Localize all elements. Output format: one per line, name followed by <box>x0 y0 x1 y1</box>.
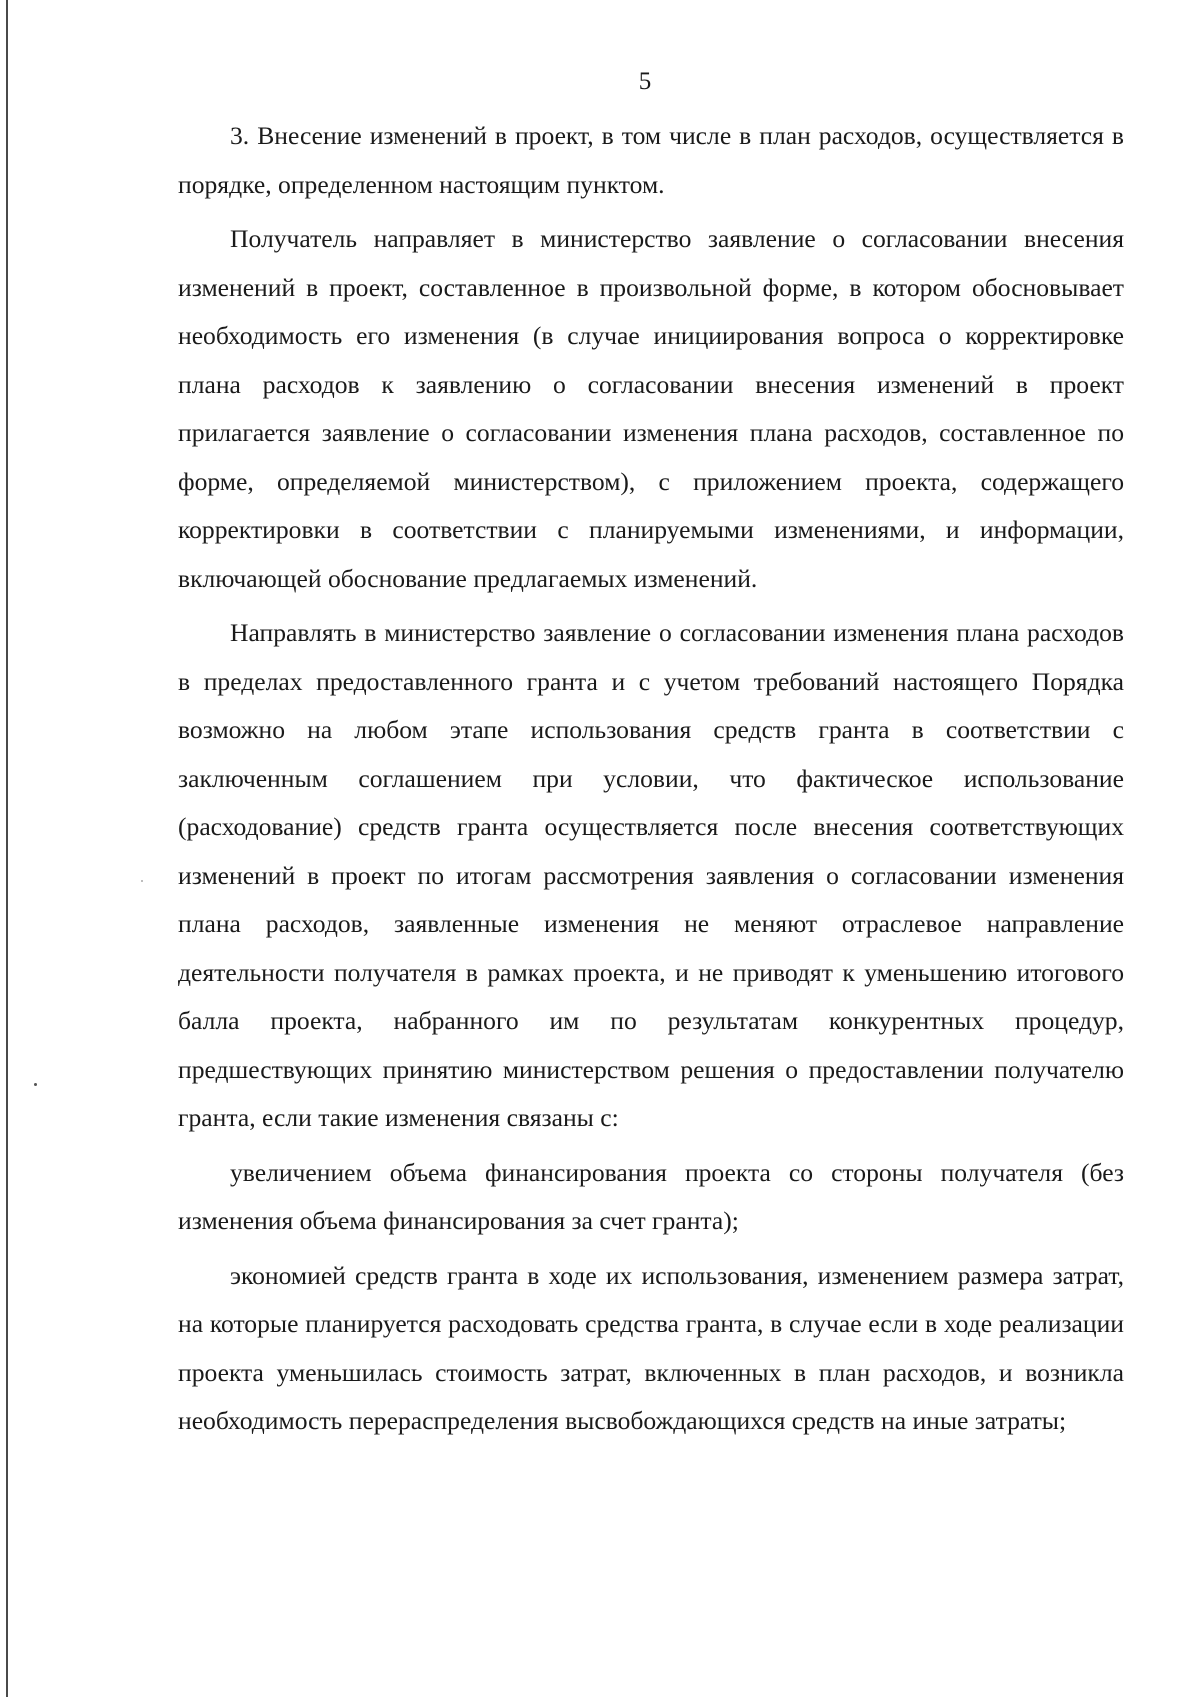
scan-speck <box>141 880 143 882</box>
paragraph-application-procedure: Получатель направляет в министерство заявление о согласовании внесения изменений в проект, составленное в произвольной форме, в котором обосновывает необходимость его изменения (в случае инициирования вопроса о корректировке плана расходов к заявлению о согласовании внесения изменений в проект прилагается заявление о согласовании изменения плана расходов, составленное по форме, определяемой министерством), с приложением проекта, содержащего корректировки в соответствии с планируемыми изменениями, и информации, включающей обоснование предлагаемых изменений. <box>178 224 1124 593</box>
paragraph-condition-funding-increase: увеличением объема финансирования проекта со стороны получателя (без изменения объема финансирования за счет гранта); <box>178 1157 1124 1235</box>
scan-speck <box>34 1083 37 1086</box>
paragraph-expense-plan-conditions: Направлять в министерство заявление о согласовании изменения плана расходов в пределах предоставленного гранта и с учетом требований настоящего Порядка возможно на любом этапе использования средств гранта в соответствии с заключенным соглашением при условии, что фактическое использование (расходование) средств гранта осуществляется после внесения соответствующих изменений в проект по итогам рассмотрения заявления о согласовании изменения плана расходов, заявленные изменения не меняют отраслевое направление деятельности получателя в рамках проекта, и не приводят к уменьшению итогового балла проекта, набранного им по результатам конкурентных процедур, предшествующих принятию министерством решения о предоставлении получателю гранта, если такие изменения связаны с: <box>178 618 1124 1132</box>
paragraph-item-3: 3. Внесение изменений в проект, в том числе в план расходов, осуществляется в порядке, определенном настоящим пунктом. <box>178 121 1124 199</box>
scan-left-edge <box>6 0 8 1697</box>
page-number: 5 <box>638 68 652 95</box>
document-body <box>178 112 1124 1452</box>
paragraph-condition-grant-savings: экономией средств гранта в ходе их использования, изменением размера затрат, на которые планируется расходовать средства гранта, в случае если в ходе реализации проекта уменьшилась стоимость затрат, включенных в план расходов, и возникла необходимость перераспределения высвобождающихся средств на иные затраты; <box>178 1260 1124 1435</box>
